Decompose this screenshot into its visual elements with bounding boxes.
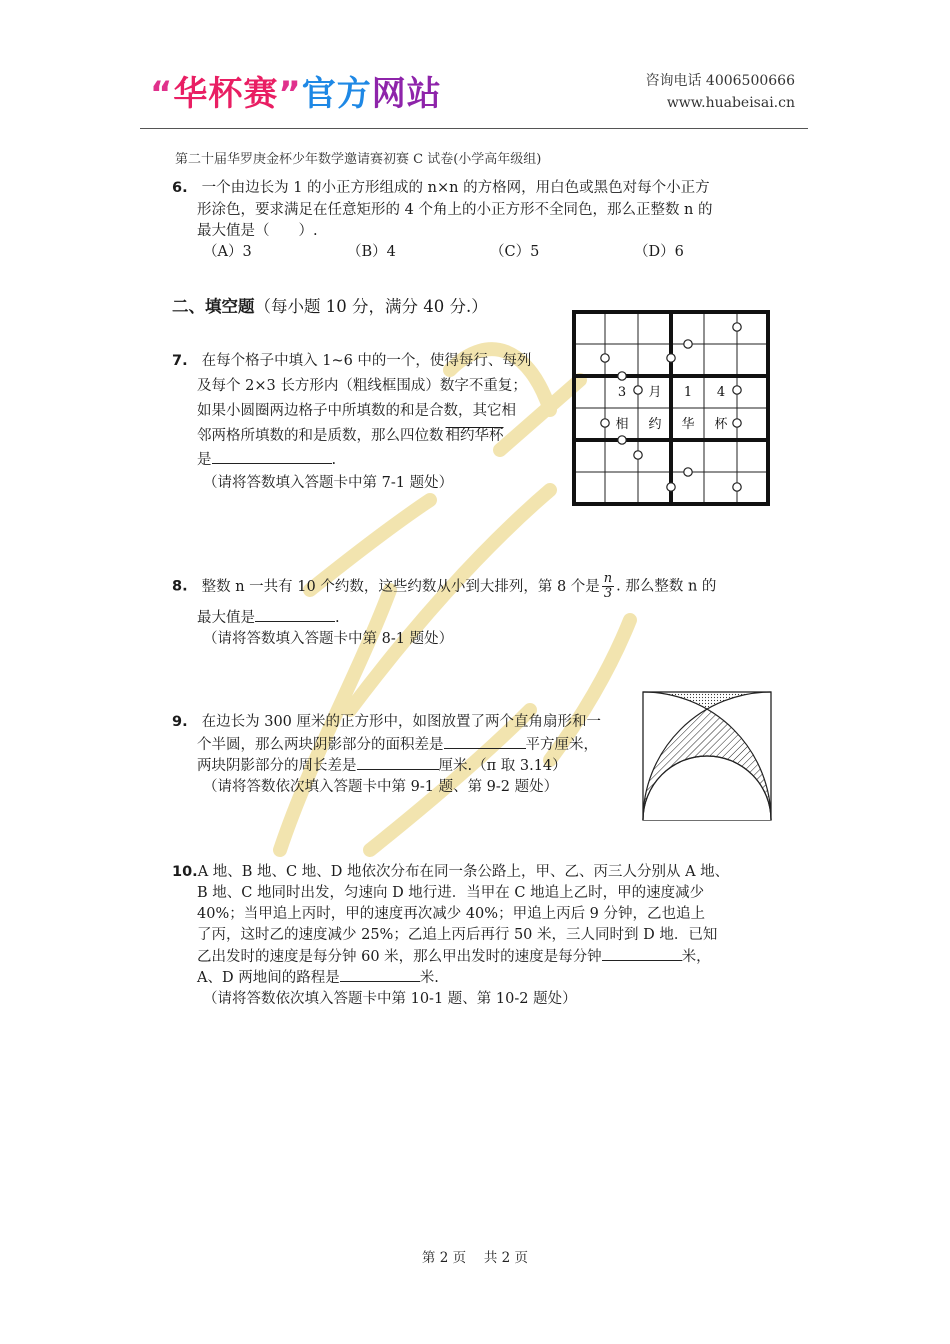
q10-line-6 xyxy=(197,966,439,987)
q10-line-2: B 地、C 地同时出发，匀速向 D 地行进．当甲在 C 地追上乙时，甲的速度减少 xyxy=(197,885,705,901)
q8-frac-numerator: n xyxy=(603,571,613,586)
q7-grid-figure xyxy=(570,308,772,508)
q9-answer-blank-2[interactable] xyxy=(357,755,439,770)
q7-text-1: 在每个格子中填入 1~6 中的一个，使得每行、每列 xyxy=(201,353,532,369)
q10-text-5a: 乙出发时的速度是每分钟 60 米，那么甲出发时的速度是每分钟 xyxy=(197,949,602,965)
logo-suffix-official: 官方 xyxy=(301,74,372,114)
q7-answer-blank[interactable] xyxy=(212,449,332,464)
q10-line-5 xyxy=(197,945,711,966)
q8-text-2: 最大值是 xyxy=(197,610,255,626)
q10-text-5b: 米， xyxy=(681,949,711,965)
q8-line-2-end: . xyxy=(335,610,340,626)
logo-brand-name: 华杯赛 xyxy=(173,74,279,114)
q10-note: （请将答数依次填入答题卡中第 10-1 题、第 10-2 题处） xyxy=(203,991,577,1007)
q9-line-2 xyxy=(197,733,598,754)
section-2-heading xyxy=(172,293,488,317)
q9-note: （请将答数依次填入答题卡中第 9-1 题、第 9-2 题处） xyxy=(203,779,559,795)
grid-cell-xiang: 相 xyxy=(615,417,629,432)
q8-frac-denominator: 3 xyxy=(603,586,613,601)
q10-number: 10. xyxy=(172,864,198,880)
grid-cell-bei: 杯 xyxy=(714,417,728,432)
q6-text-1: 一个由边长为 1 的小正方形组成的 n×n 的方格网，用白色或黑色对每个小正方 xyxy=(201,180,710,196)
page-footer: 第 2 页 共 2 页 xyxy=(421,1250,529,1266)
q10-text-6b: 米. xyxy=(419,970,439,986)
q9-text-3b: 厘米.（π 取 3.14） xyxy=(438,758,567,774)
q7-line-3: 如果小圆圈两边格子中所填数的和是合数，其它相 xyxy=(197,403,516,419)
q6-option-d: （D）6 xyxy=(634,244,684,260)
q8-fraction xyxy=(602,572,614,601)
q7-note: （请将答数填入答题卡中第 7-1 题处） xyxy=(203,475,454,491)
q8-text-1a: 整数 n 一共有 10 个约数，这些约数从小到大排列，第 8 个是 xyxy=(201,578,600,595)
q8-answer-blank[interactable] xyxy=(255,607,335,622)
q8-line-2 xyxy=(197,606,340,627)
q7-overlined-number: 相约华杯 xyxy=(445,428,504,444)
q9-line-1 xyxy=(172,710,601,731)
q7-line-1 xyxy=(172,349,531,370)
q6-line-1 xyxy=(172,176,710,197)
q10-text-6a: A、D 两地间的路程是 xyxy=(197,970,340,986)
q10-line-1 xyxy=(172,860,729,881)
q6-option-c: （C）5 xyxy=(490,244,540,260)
q9-text-2a: 个半圆，那么两块阴影部分的面积差是 xyxy=(197,737,444,753)
grid-cell-yuē: 约 xyxy=(648,417,662,432)
paper-subtitle: 第二十届华罗庚金杯少年数学邀请赛初赛 C 试卷(小学高年级组) xyxy=(175,152,542,167)
q7-line-5 xyxy=(197,448,336,469)
q7-line-4 xyxy=(197,424,504,445)
q9-answer-blank-1[interactable] xyxy=(444,734,526,749)
grid-cell-hua: 华 xyxy=(681,417,695,432)
q7-text-5: 是 xyxy=(197,452,212,468)
logo-quote-open: “ xyxy=(150,74,174,114)
q6-option-a: （A）3 xyxy=(203,244,252,260)
q9-number: 9. xyxy=(172,714,188,730)
header-divider xyxy=(140,128,808,129)
q7-line-5-end: . xyxy=(331,452,337,468)
q7-text-4: 邻两格所填数的和是质数，那么四位数 xyxy=(197,428,444,444)
q8-number: 8. xyxy=(172,578,188,595)
section-2-title: 二、填空题 xyxy=(172,297,255,316)
q10-text-1: A 地、B 地、C 地、D 地依次分布在同一条公路上，甲、乙、丙三人分别从 A 地、 xyxy=(197,864,730,880)
grid-cell-4: 4 xyxy=(716,385,726,400)
q7-line-2: 及每个 2×3 长方形内（粗线框围成）数字不重复； xyxy=(197,378,527,394)
q6-number: 6. xyxy=(172,180,188,196)
q10-answer-blank-1[interactable] xyxy=(602,946,682,961)
q8-note: （请将答数填入答题卡中第 8-1 题处） xyxy=(203,631,454,647)
section-2-note: （每小题 10 分，满分 40 分.） xyxy=(254,297,488,316)
q9-shaded-figure xyxy=(641,690,773,822)
logo-suffix-site: 网站 xyxy=(371,74,442,114)
contact-website[interactable]: www.huabeisai.cn xyxy=(666,95,795,111)
q8-line-1 xyxy=(172,572,716,601)
q10-line-4: 了丙，这时乙的速度减少 25%；乙追上丙后再行 50 米，三人同时到 D 地．已知 xyxy=(197,927,718,943)
contact-info xyxy=(645,70,795,114)
q9-line-3 xyxy=(197,754,567,775)
q7-number: 7. xyxy=(172,353,188,369)
grid-cell-yue: 月 xyxy=(648,385,662,400)
site-logo xyxy=(150,66,442,115)
q8-text-1b: . 那么整数 n 的 xyxy=(616,578,717,595)
q10-line-3: 40%；当甲追上丙时，甲的速度再次减少 40%；甲追上丙后 9 分钟，乙也追上 xyxy=(197,906,706,922)
q9-text-3a: 两块阴影部分的周长差是 xyxy=(197,758,357,774)
contact-phone: 咨询电话 4006500666 xyxy=(645,73,795,89)
grid-cell-1: 1 xyxy=(683,385,693,400)
q6-option-b: （B）4 xyxy=(347,244,396,260)
logo-quote-close: ” xyxy=(278,74,302,114)
q6-line-3: 最大值是（ ）. xyxy=(197,223,318,239)
q6-line-2: 形涂色，要求满足在任意矩形的 4 个角上的小正方形不全同色，那么正整数 n 的 xyxy=(197,202,713,218)
q9-text-1: 在边长为 300 厘米的正方形中，如图放置了两个直角扇形和一 xyxy=(201,714,602,730)
q10-answer-blank-2[interactable] xyxy=(340,967,420,982)
grid-cell-3: 3 xyxy=(617,385,627,400)
q9-text-2b: 平方厘米， xyxy=(525,737,598,753)
